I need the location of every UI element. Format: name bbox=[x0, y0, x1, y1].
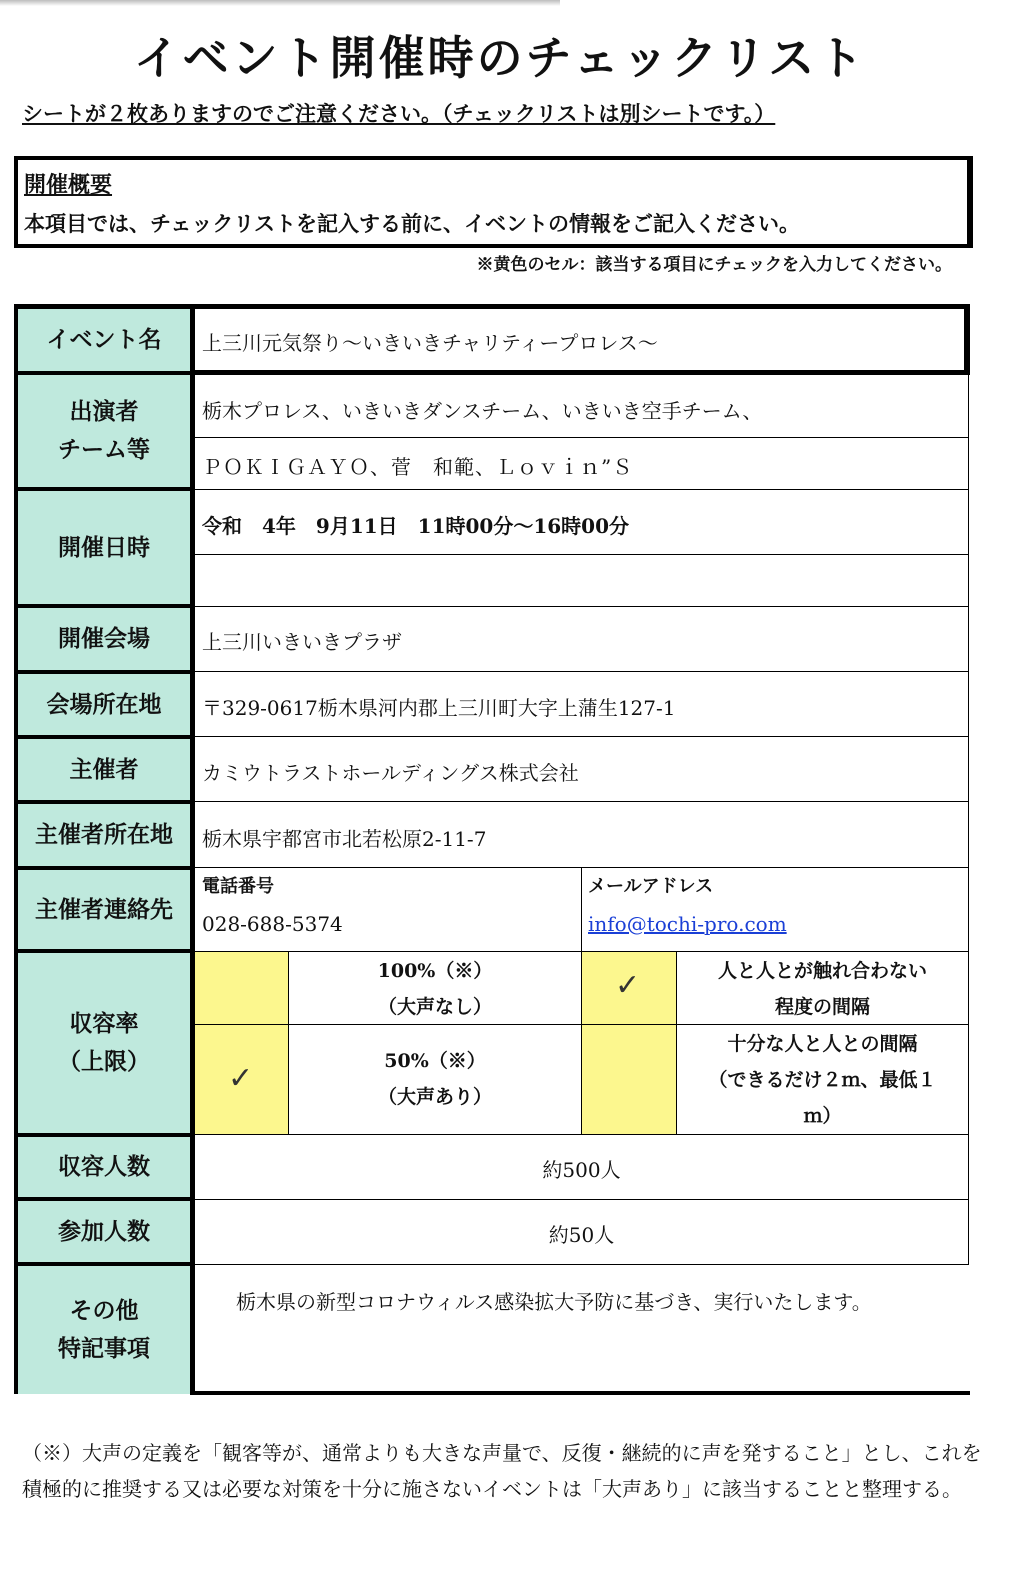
label-capacity-rate: 収容率 （上限） bbox=[18, 953, 190, 1133]
row-line bbox=[195, 606, 968, 607]
label-venue: 開催会場 bbox=[18, 608, 190, 670]
email-value[interactable] bbox=[588, 912, 787, 936]
phone-value: 028-688-5374 bbox=[202, 912, 343, 936]
datetime-value: 令和 4年 9月11日 11時00分～16時00分 bbox=[202, 514, 629, 538]
row-line bbox=[195, 736, 968, 737]
option-no-contact-distance: 人と人とが触れ合わない 程度の間隔 bbox=[717, 960, 927, 1018]
label-organizer: 主催者 bbox=[18, 739, 190, 800]
option-50-percent: 50%（※） （大声あり） bbox=[377, 1050, 492, 1108]
row-line bbox=[195, 437, 968, 438]
organizer-value: カミウトラストホールディングス株式会社 bbox=[202, 761, 579, 785]
row-line bbox=[195, 801, 968, 802]
performers-value-line1: 栃木プロレス、いきいきダンスチーム、いきいき空手チーム、 bbox=[202, 399, 763, 423]
event-name-right-border bbox=[964, 304, 970, 375]
label-datetime: 開催日時 bbox=[18, 491, 190, 604]
table-bottom-border bbox=[190, 1391, 970, 1395]
capacity-value: 約500人 bbox=[542, 1158, 621, 1182]
checkbox-50-percent[interactable] bbox=[195, 1025, 288, 1134]
row-line bbox=[195, 489, 968, 490]
phone-label: 電話番号 bbox=[202, 876, 274, 897]
event-name-bottom-border bbox=[190, 370, 970, 375]
label-performers: 出演者 チーム等 bbox=[18, 375, 190, 487]
yellow-cell-note: ※黄色のセル：該当する項目にチェックを入力してください。 bbox=[476, 255, 952, 275]
option-100-percent: 100%（※） （大声なし） bbox=[377, 960, 493, 1018]
email-link[interactable]: info@tochi-pro.com bbox=[588, 912, 787, 936]
row-line bbox=[195, 1264, 968, 1265]
checkbox-no-contact-distance[interactable] bbox=[582, 952, 676, 1024]
label-organizer-contact: 主催者連絡先 bbox=[18, 870, 190, 949]
page-title: イベント開催時のチェックリスト bbox=[133, 31, 867, 85]
overview-text: 本項目では、チェックリストを記入する前に、イベントの情報をご記入ください。 bbox=[24, 211, 800, 236]
top-shadow bbox=[0, 0, 560, 6]
venue-value: 上三川いきいきプラザ bbox=[202, 630, 402, 654]
participants-value: 約50人 bbox=[548, 1223, 615, 1247]
footnote: （※）大声の定義を「観客等が、通常よりも大きな声量で、反復・継続的に声を発すること」とし、これを積極的に推奨する又は必要な対策を十分に施さないイベントは「大声あり」に該当することと整理する。 bbox=[22, 1441, 982, 1501]
label-venue-address: 会場所在地 bbox=[18, 674, 190, 735]
row-line bbox=[195, 1199, 968, 1200]
performers-value-line2: ＰＯＫＩＧＡＹＯ、菅 和範、Ｌｏｖｉｎ”Ｓ bbox=[202, 455, 634, 479]
checkbox-100-percent[interactable] bbox=[195, 952, 288, 1024]
table-right-border-lower bbox=[968, 1135, 969, 1265]
label-participants: 参加人数 bbox=[18, 1201, 190, 1262]
organizer-address-value: 栃木県宇都宮市北若松原2-11-7 bbox=[202, 827, 487, 851]
overview-heading: 開催概要 bbox=[24, 172, 113, 198]
label-notes: その他 特記事項 bbox=[18, 1266, 190, 1394]
option-sufficient-distance: 十分な人と人との間隔 （できるだけ２ｍ、最低１ ｍ） bbox=[708, 1033, 937, 1127]
label-event-name: イベント名 bbox=[18, 309, 190, 371]
overview-box bbox=[14, 156, 973, 248]
sheet-notice: シートが２枚ありますのでご注意ください。（チェックリストは別シートです。） bbox=[22, 101, 776, 126]
venue-address-value: 〒329-0617栃木県河内郡上三川町大字上蒲生127-1 bbox=[202, 696, 676, 720]
label-organizer-address: 主催者所在地 bbox=[18, 804, 190, 866]
checkbox-sufficient-distance[interactable] bbox=[582, 1025, 676, 1134]
check-mark-icon: ✓ bbox=[228, 1061, 254, 1096]
table-right-border bbox=[968, 375, 969, 1135]
row-line bbox=[195, 554, 968, 555]
label-capacity: 収容人数 bbox=[18, 1137, 190, 1197]
row-line bbox=[195, 671, 968, 672]
notes-value: 栃木県の新型コロナウィルス感染拡大予防に基づき、実行いたします。 bbox=[236, 1290, 872, 1314]
event-name-value: 上三川元気祭り～いきいきチャリティープロレス～ bbox=[202, 331, 658, 355]
check-mark-icon: ✓ bbox=[615, 968, 641, 1003]
email-label: メールアドレス bbox=[588, 876, 714, 897]
